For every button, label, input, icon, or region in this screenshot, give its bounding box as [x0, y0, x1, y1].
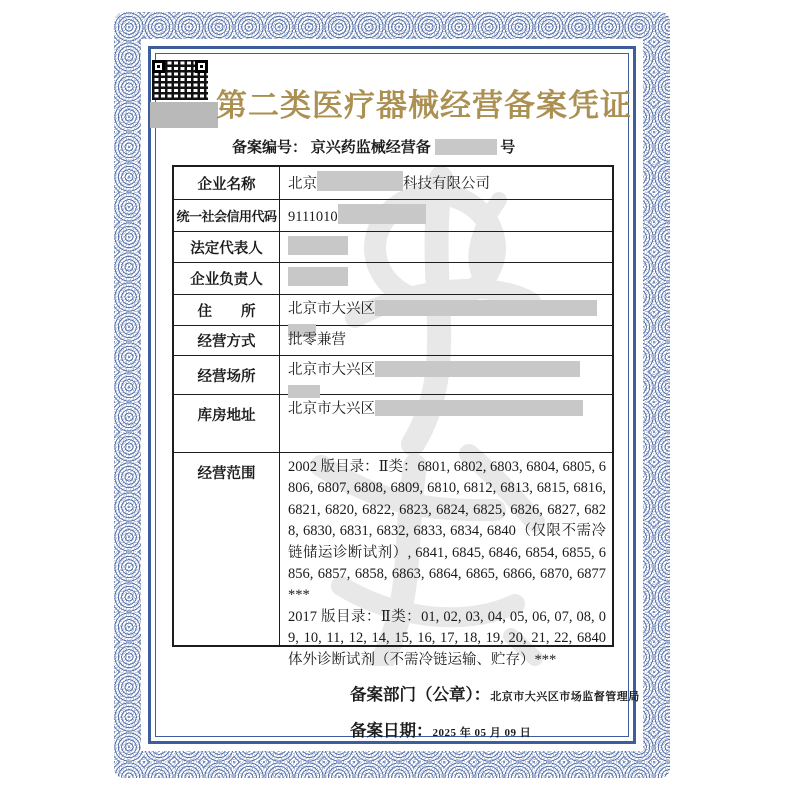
- record-number-suffix: 号: [500, 140, 516, 156]
- filing-department-label: 备案部门（公章）：: [350, 685, 491, 704]
- scope-paragraph: 2002 版目录：Ⅱ类：6801, 6802, 6803, 6804, 6805, 6806, 6807, 6808, 6809, 6810, 6812, 6813, 6815, 6816, 6821, 6820, 6822, 6823, 6824, 6825, 6826, 6827, 6828, 6830, 6831, 6832, 6833, 6834, 6840（仅限不需冷链储运诊断试剂）, 6841, 6845, 6846, 6854, 6855, 6856, 6857, 6858, 6863, 6864, 6865, 6866, 6870, 6877***: [288, 459, 606, 604]
- field-label: 企业名称: [174, 167, 280, 199]
- redaction-bar: [338, 204, 426, 224]
- table-row: [174, 167, 612, 199]
- field-value: [280, 167, 612, 199]
- field-value: [280, 326, 612, 355]
- filing-date-line: [350, 717, 531, 741]
- record-number-label: 备案编号：: [232, 140, 308, 156]
- qr-redaction-bar: [150, 102, 218, 128]
- field-label: 企业负责人: [174, 263, 280, 294]
- value-text: 北京市大兴区: [288, 401, 375, 417]
- redaction-bar: [288, 236, 348, 255]
- field-value: [280, 453, 612, 668]
- qr-finder-icon: [195, 60, 208, 73]
- record-number-prefix: 京兴药监械经营备: [310, 140, 431, 156]
- field-value: [280, 200, 612, 231]
- filing-date-value: 2025 年 05 月 09 日: [432, 727, 532, 739]
- qr-code: [152, 60, 208, 100]
- field-value: [280, 263, 612, 294]
- field-value: [280, 356, 612, 394]
- field-label: 统一社会信用代码: [174, 200, 280, 231]
- redaction-bar: [375, 400, 583, 416]
- value-text: 北京市大兴区: [288, 301, 375, 317]
- field-label: 经营方式: [174, 326, 280, 355]
- value-text: 北京市大兴区: [288, 362, 375, 378]
- field-value: [280, 295, 612, 325]
- field-value: [280, 232, 612, 262]
- field-label: 住 所: [174, 295, 280, 325]
- table-row: [174, 294, 612, 325]
- filing-department-value: 北京市大兴区市场监督管理局: [490, 691, 640, 703]
- value-text: 9111010: [288, 209, 338, 225]
- value-text: 科技有限公司: [403, 176, 490, 192]
- table-row: [174, 199, 612, 231]
- value-text: 北京: [288, 176, 317, 192]
- redaction-bar: [375, 300, 597, 316]
- redaction-bar: [375, 361, 580, 377]
- fields-table: [172, 165, 614, 668]
- certificate-content: [158, 56, 640, 740]
- table-row: [174, 231, 612, 262]
- table-row: [174, 355, 612, 394]
- certificate-title: 第二类医疗器械经营备案凭证: [216, 88, 632, 123]
- field-label: 库房地址: [174, 395, 280, 452]
- redaction-bar: [288, 267, 348, 286]
- table-row: [174, 325, 612, 355]
- value-text: 批零兼营: [288, 332, 346, 348]
- field-label: 经营范围: [174, 453, 280, 645]
- field-label: 经营场所: [174, 356, 280, 394]
- table-row: [174, 452, 612, 668]
- table-row: [174, 262, 612, 294]
- certificate-sheet: [114, 12, 670, 778]
- filing-date-label: 备案日期：: [350, 721, 433, 740]
- filing-department-line: [350, 681, 640, 705]
- field-value: [280, 395, 612, 452]
- scope-paragraph: 2017 版目录：Ⅱ类：01, 02, 03, 04, 05, 06, 07, 08, 09, 10, 11, 12, 14, 15, 16, 17, 18, 19, 20, 21, 22, 6840 体外诊断试剂（不需冷链运输、贮存）***: [288, 608, 606, 668]
- qr-finder-icon: [152, 60, 165, 73]
- table-row: [174, 394, 612, 452]
- redaction-bar: [317, 171, 403, 191]
- record-number-redaction-bar: [435, 139, 497, 155]
- record-number-line: [232, 136, 515, 157]
- field-label: 法定代表人: [174, 232, 280, 262]
